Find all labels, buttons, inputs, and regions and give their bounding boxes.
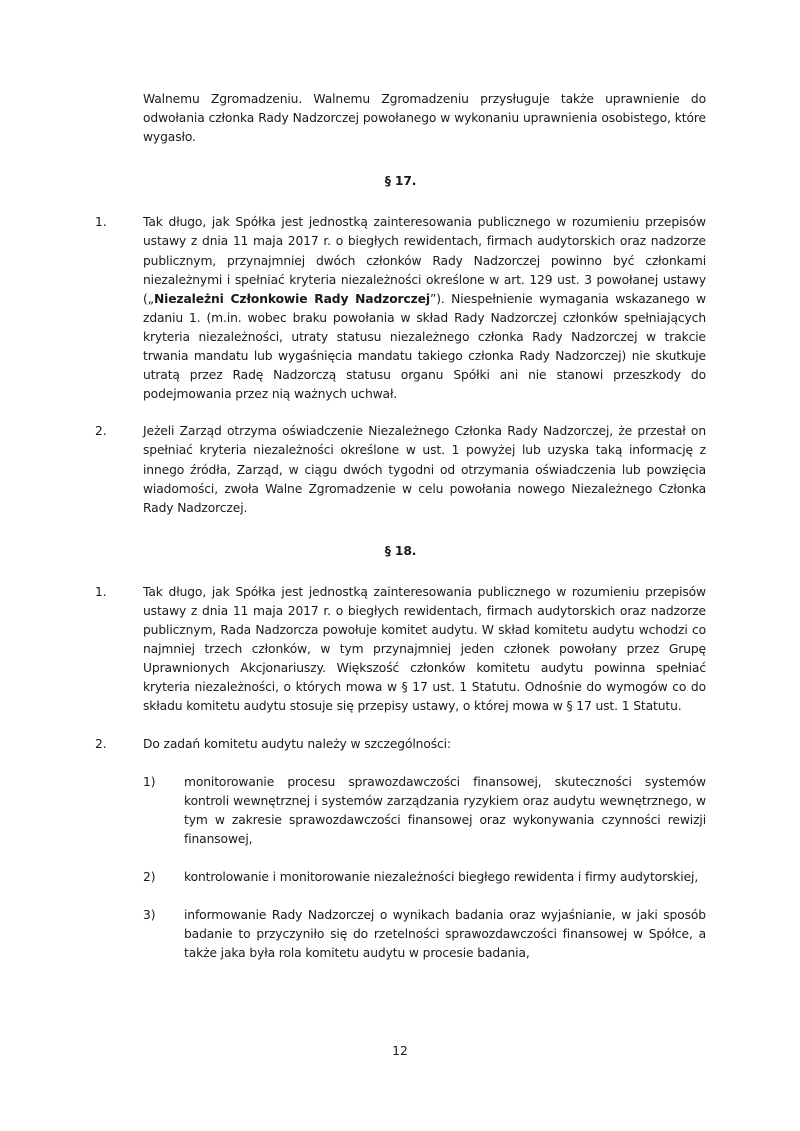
spacer [95, 191, 706, 213]
sub-list-item [95, 906, 706, 963]
list-item [95, 422, 706, 517]
spacer [95, 147, 706, 172]
intro-paragraph: Walnemu Zgromadzeniu. Walnemu Zgromadzeniu przysługuje także uprawnienie do odwołania członka Rady Nadzorczej powołanego w wykonaniu uprawnienia osobistego, które wygasło. [143, 92, 706, 145]
list-item [95, 735, 706, 754]
list-marker: 1. [95, 215, 107, 230]
list-item-text: Jeżeli Zarząd otrzyma oświadczenie Niezależnego Członka Rady Nadzorczej, że przestał on spełniać kryteria niezależności określone w ust. 1 powyżej lub uzyska taką informację z innego źródła, Zarząd, w ciągu dwóch tygodni od otrzymania oświadczenia lub powzięcia wiadomości, zwoła Walne Zgromadzenie w celu powołania nowego Niezależnego Członka Rady Nadzorczej. [143, 424, 706, 515]
spacer [95, 849, 706, 868]
list-item-text [143, 213, 706, 404]
spacer [95, 887, 706, 906]
spacer [95, 717, 706, 735]
sub-list-marker: 3) [143, 908, 156, 923]
sub-list-item [95, 773, 706, 849]
spacer [95, 404, 706, 422]
list-marker: 1. [95, 584, 107, 599]
section-heading-17: § 17. [384, 174, 417, 189]
sub-list-item-text: monitorowanie procesu sprawozdawczości finansowej, skuteczności systemów kontroli wewnętrznej i systemów zarządzania ryzykiem oraz audytu wewnętrznego, w tym w zakresie sprawozdawczości finansowej oraz wykonywania czynności rewizji finansowej, [184, 774, 706, 846]
list-marker: 2. [95, 736, 107, 751]
spacer [95, 561, 706, 583]
list-item-text: Do zadań komitetu audytu należy w szczególności: [143, 736, 451, 751]
section-heading-18: § 18. [384, 543, 417, 558]
list-item-text: Tak długo, jak Spółka jest jednostką zainteresowania publicznego w rozumieniu przepisów ustawy z dnia 11 maja 2017 r. o biegłych rewidentach, firmach audytorskich oraz nadzorze publicznym, Rada Nadzorcza powołuje komitet audytu. W skład komitetu audytu wchodzi co najmniej trzech członków, w tym przynajmniej jeden członek powołany przez Grupę Uprawnionych Akcjonariuszy. Większość członków komitetu audytu powinna spełniać kryteria niezależności, o których mowa w § 17 ust. 1 Statutu. Odnośnie do wymogów co do składu komitetu audytu stosuje się przepisy ustawy, o której mowa w § 17 ust. 1 Statutu. [143, 584, 706, 714]
list-item [95, 583, 706, 717]
defined-term-niezalezni-czlonkowie: Niezależni Członkowie Rady Nadzorczej [153, 291, 430, 306]
page-content [95, 90, 706, 963]
list-item [95, 213, 706, 404]
sub-list-marker: 1) [143, 774, 156, 789]
clause-text-after-bold: ”). Niespełnienie wymagania wskazanego w zdaniu 1. (m.in. wobec braku powołania w skład Rady Nadzorczej członków spełniających kryteria niezależności, utraty statusu niezależnego członka Rady Nadzorczej w trakcie trwania mandatu lub wygaśnięcia mandatu takiego członka Rady Nadzorczej) nie skutkuje utratą przez Radę Nadzorczą statusu organu Spółki ani nie stanowi przeszkody do podejmowania przez nią ważnych uchwał. [143, 291, 706, 402]
spacer [95, 518, 706, 542]
spacer [95, 754, 706, 773]
sub-list-item-text: informowanie Rady Nadzorczej o wynikach badania oraz wyjaśnianie, w jaki sposób badanie to przyczyniło się do rzetelności sprawozdawczości finansowej w Spółce, a także jaka była rola komitetu audytu w procesie badania, [184, 908, 706, 961]
page-number: 12 [392, 1044, 408, 1058]
clause-text-before-bold: Tak długo, jak Spółka jest jednostką zainteresowania publicznego w rozumieniu przepisów ustawy z dnia 11 maja 2017 r. o biegłych rewidentach, firmach audytorskich oraz nadzorze publicznym, przynajmniej dwóch członków Rady Nadzorczej powinno być członkami niezależnymi i spełniać kryteria niezależności określone w art. 129 ust. 3 powołanej ustawy („ [143, 215, 706, 306]
sub-list-item-text: kontrolowanie i monitorowanie niezależności biegłego rewidenta i firmy audytorskiej, [184, 870, 699, 884]
list-marker: 2. [95, 424, 107, 439]
sub-list-marker: 2) [143, 870, 156, 884]
sub-list-item [95, 868, 706, 887]
